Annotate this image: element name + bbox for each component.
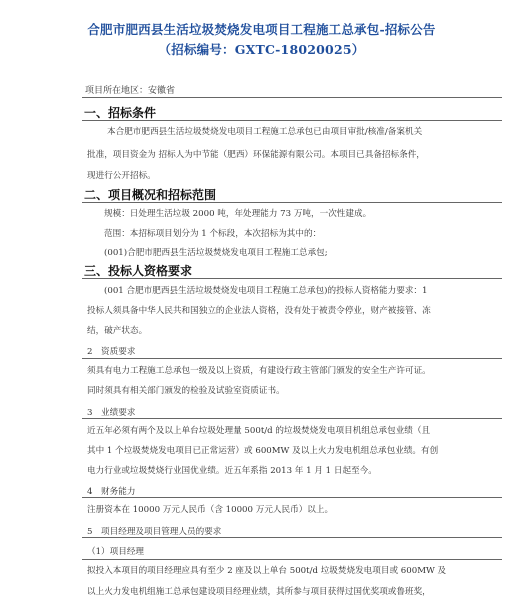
paragraph-line: (001 合肥市肥西县生活垃圾焚烧发电项目工程施工总承包)的投标人资格能力要求：1 [104,286,428,296]
item-title-finance: 4 财务能力 [87,487,136,497]
tender-code: （招标编号：GXTC-18020025） [158,42,365,57]
divider [82,497,502,498]
paragraph-line: 拟投入本项目的项目经理应具有至少 2 座及以上单台 500t/d 垃圾焚烧发电项目或 600MW 及 [87,566,447,576]
divider [82,97,502,98]
item-title-qualification: 2 资质要求 [87,347,136,357]
paragraph-line: 结，破产状态。 [87,326,148,336]
item-title-performance: 3 业绩要求 [87,408,136,418]
paragraph-line: 投标人须具备中华人民共和国独立的企业法人资格，没有处于被责令停业，财产被接管、冻 [87,306,431,316]
paragraph-line: 规模：日处理生活垃圾 2000 吨，年处理能力 73 万吨，一次性建成。 [104,209,372,219]
paragraph-line: 须具有电力工程施工总承包一级及以上资质，有建设行政主管部门颁发的安全生产许可证。 [87,366,431,376]
divider [82,120,502,121]
divider [82,358,502,359]
paragraph-line: 注册资本在 10000 万元人民币（含 10000 万元人民币）以上。 [87,505,334,515]
paragraph-line: (001)合肥市肥西县生活垃圾焚烧发电项目工程施工总承包; [104,248,328,258]
divider [82,559,502,560]
project-location: 项目所在地区：安徽省 [85,86,176,96]
document-title: 合肥市肥西县生活垃圾焚烧发电项目工程施工总承包-招标公告 [87,22,436,37]
item-subtitle-project-manager: （1）项目经理 [87,547,145,557]
section-heading-2: 二、项目概况和招标范围 [84,188,217,202]
divider [82,537,502,538]
paragraph-line: 其中 1 个垃圾焚烧发电项目已正常运营）或 600MW 及以上火力发电机组总承包业绩。有创 [87,446,439,456]
section-heading-1: 一、招标条件 [84,106,157,120]
section-heading-3: 三、投标人资格要求 [84,264,193,278]
paragraph-line: 电力行业或垃圾焚烧行业国优业绩。近五年系指 2013 年 1 月 1 日起至今。 [87,466,377,476]
paragraph-line: 范围：本招标项目划分为 1 个标段，本次招标为其中的： [104,229,322,239]
divider [82,418,502,419]
paragraph-line: 批准，项目资金为 招标人为中节能（肥西）环保能源有限公司。本项目已具备招标条件， [87,150,425,160]
divider [82,278,502,279]
paragraph-line: 近五年必须有两个及以上单台垃圾处理量 500t/d 的垃圾焚烧发电项目机组总承包业绩（且 [87,426,431,436]
paragraph-line: 以上火力发电机组施工总承包建设项目经理业绩，其所参与项目获得过国优奖项或鲁班奖， [87,587,431,597]
paragraph-line: 本合肥市肥西县生活垃圾焚烧发电项目工程施工总承包已由项目审批/核准/备案机关 [107,127,423,137]
divider [82,202,502,203]
item-title-manager: 5 项目经理及项目管理人员的要求 [87,527,222,537]
paragraph-line: 同时须具有相关部门颁发的检验及试验室资质证书。 [87,386,285,396]
paragraph-line: 现进行公开招标。 [87,171,156,181]
